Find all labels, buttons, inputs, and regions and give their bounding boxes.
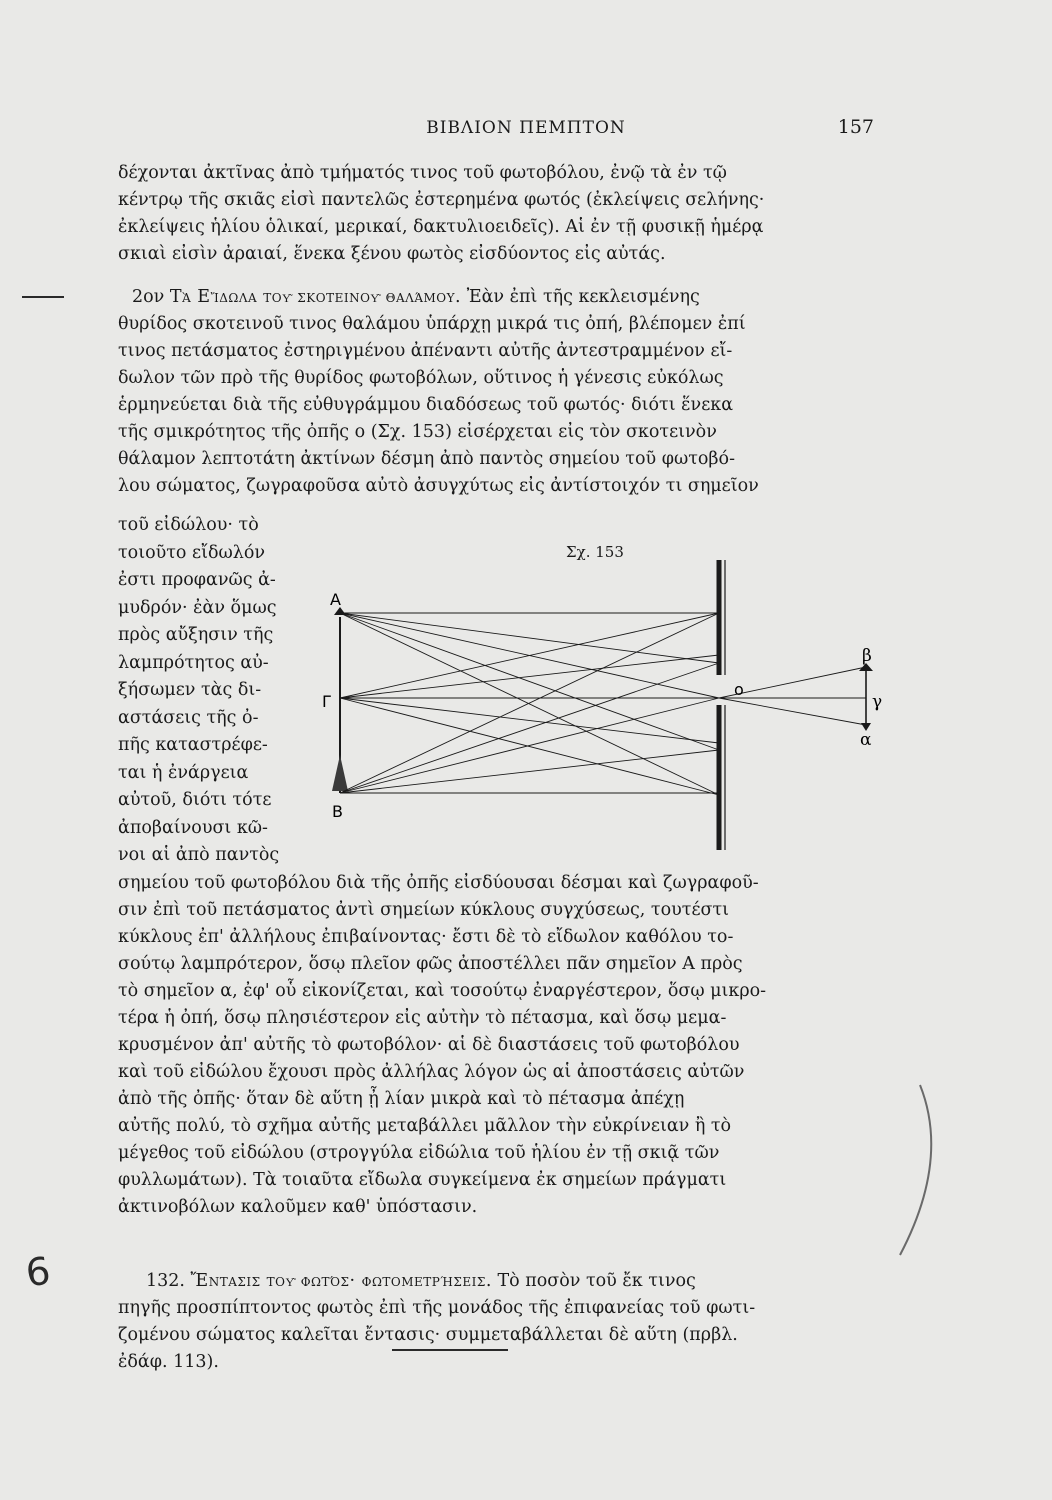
- text-line: ται ἡ ἐνάργεια: [118, 762, 249, 783]
- text-line: σούτῳ λαμπρότερον, ὅσῳ πλεῖον φῶς ἀποστέλλει πᾶν σημεῖον Α πρὸς: [118, 954, 743, 974]
- intro-paragraph: [118, 160, 878, 268]
- section-2-continuation: [118, 870, 878, 1221]
- label-B: Β: [332, 802, 343, 821]
- ray: [340, 663, 719, 793]
- text-line: δωλον τῶν πρὸ τῆς θυρίδος φωτοβόλων, οὕτινος ἡ γένεσις εὐκόλως: [118, 368, 724, 388]
- text-line: μέγεθος τοῦ εἰδώλου (στρογγύλα εἰδώλια τοῦ ἡλίου ἐν τῇ σκιᾷ τῶν: [118, 1143, 720, 1163]
- text-line: τοιοῦτο εἴδωλόν: [118, 542, 266, 563]
- section-132-paragraph: [118, 1268, 878, 1376]
- handwritten-margin-mark: 6: [23, 1248, 54, 1296]
- section-2-number: 2ον: [132, 287, 165, 307]
- text-line: τὸ σημεῖον α, ἐφ' οὗ εἰκονίζεται, καὶ τοσούτῳ ἐναργέστερον, ὅσῳ μικρο-: [118, 981, 767, 1001]
- text-line: αὐτῆς πολύ, τὸ σχῆμα αὐτῆς μεταβάλλει μᾶλλον τὴν εὐκρίνειαν ἢ τὸ: [118, 1116, 732, 1136]
- image-ray: [719, 698, 866, 725]
- text-line: πρὸς αὔξησιν τῆς: [118, 625, 274, 645]
- label-g: γ: [872, 692, 883, 712]
- section-132-first-line-rest: Τὸ ποσὸν τοῦ ἔκ τινος: [497, 1271, 696, 1291]
- section-2-paragraph: [118, 284, 878, 500]
- text-line: τέρα ἡ ὀπή, ὅσῳ πλησιέστερον εἰς αὐτὴν τὸ πέτασμα, καὶ ὅσῳ μεμα-: [118, 1008, 727, 1028]
- text-line: πῆς καταστρέφε-: [118, 735, 268, 755]
- section-2-heading: Τὰ Εἴδωλα τοῦ σκοτεινοῦ θαλάμου.: [169, 287, 462, 307]
- text-line: τοῦ εἰδώλου· τὸ: [118, 515, 259, 535]
- text-line: πηγῆς προσπίπτοντος φωτὸς ἐπὶ τῆς μονάδος τῆς ἐπιφανείας τοῦ φωτι-: [118, 1298, 756, 1318]
- section-2-first-line: [118, 284, 878, 311]
- figure-wrap-column: [118, 512, 318, 870]
- label-A: Α: [330, 590, 341, 609]
- text-line: τινος πετάσματος ἐστηριγμένου ἀπέναντι αὐτῆς ἀντεστραμμένον εἴ-: [118, 341, 733, 361]
- label-b: β: [862, 646, 872, 666]
- text-line: ἑρμηνεύεται διὰ τῆς εὐθυγράμμου διαδόσεως τοῦ φωτός· διότι ἕνεκα: [118, 395, 734, 415]
- text-line: ἀκτινοβόλων καλοῦμεν καθ' ὑπόστασιν.: [118, 1197, 478, 1217]
- section-132-number: 132.: [146, 1271, 185, 1291]
- label-a: α: [860, 730, 872, 750]
- text-line: καὶ τοῦ εἰδώλου ἔχουσι πρὸς ἀλλήλας λόγον ὡς αἱ ἀποστάσεις αὐτῶν: [118, 1062, 745, 1082]
- page-number: 157: [837, 116, 874, 138]
- pencil-arc: [900, 1085, 931, 1255]
- camera-obscura-diagram: [318, 555, 888, 855]
- handwritten-underline: [392, 1349, 508, 1351]
- text-line: ἀπὸ τῆς ὀπῆς· ὅταν δὲ αὕτη ᾖ λίαν μικρὰ καὶ τὸ πέτασμα ἀπέχῃ: [118, 1089, 685, 1109]
- text-line: ἐδάφ. 113).: [118, 1352, 219, 1372]
- section-132-first-line: [118, 1268, 878, 1295]
- text-line: σκιαὶ εἰσὶν ἀραιαί, ἕνεκα ξένου φωτὸς εἰσδύοντος εἰς αὐτάς.: [118, 244, 666, 264]
- ray: [340, 655, 719, 698]
- text-line: αστάσεις τῆς ὀ-: [118, 707, 259, 728]
- object-flame: [332, 755, 348, 791]
- margin-dash-mark: [22, 296, 64, 298]
- text-line: σιν ἐπὶ τοῦ πετάσματος ἀντὶ σημείων κύκλους συγχύσεως, τουτέστι: [118, 900, 730, 920]
- ray: [340, 750, 719, 793]
- text-line: ξήσωμεν τὰς δι-: [118, 680, 262, 700]
- text-line: ἀποβαίνουσι κῶ-: [118, 817, 268, 838]
- text-line: λαμπρότητος αὐ-: [118, 652, 269, 673]
- text-line: κρυσμένον ἀπ' αὐτῆς τὸ φωτοβόλον· αἱ δὲ διαστάσεις τοῦ φωτοβόλου: [118, 1035, 740, 1055]
- text-line: θάλαμον λεπτοτάτη ἀκτίνων δέσμη ἀπὸ παντὸς σημείου τοῦ φωτοβό-: [118, 449, 736, 469]
- light-rays: [340, 613, 866, 795]
- running-header: ΒΙΒΛΙΟΝ ΠΕΜΠΤΟΝ: [426, 118, 626, 138]
- text-line: κέντρῳ τῆς σκιᾶς εἰσὶ παντελῶς ἐστερημένα φωτός (ἐκλείψεις σελήνης·: [118, 190, 765, 210]
- text-line: ἐστι προφανῶς ἀ-: [118, 570, 276, 590]
- ray: [340, 613, 719, 750]
- text-line: λου σώματος, ζωγραφοῦσα αὐτὸ ἀσυγχύτως εἰς ἀντίστοιχόν τι σημεῖον: [118, 476, 759, 496]
- section-2-first-line-rest: Ἐὰν ἐπὶ τῆς κεκλεισμένης: [466, 287, 700, 307]
- label-o: ο: [734, 680, 744, 699]
- figure-caption: Σχ. 153: [566, 543, 624, 561]
- section-132-heading: Ἔντασις τοῦ φωτός· φωτομετρήσεις.: [190, 1271, 492, 1291]
- text-line: νοι αἱ ἀπὸ παντὸς: [118, 845, 280, 865]
- text-line: δέχονται ἀκτῖνας ἀπὸ τμήματός τινος τοῦ φωτοβόλου, ἐνῷ τὰ ἐν τῷ: [118, 163, 727, 183]
- label-G: Γ: [322, 692, 331, 711]
- text-line: τῆς σμικρότητος τῆς ὀπῆς ο (Σχ. 153) εἰσέρχεται εἰς τὸν σκοτεινὸν: [118, 422, 717, 442]
- text-line: αὐτοῦ, διότι τότε: [118, 790, 272, 810]
- text-line: φυλλωμάτων). Τὰ τοιαῦτα εἴδωλα συγκείμενα ἐκ σημείων πράγματι: [118, 1170, 727, 1190]
- text-line: ἐκλείψεις ἡλίου ὁλικαί, μερικαί, δακτυλιοειδεῖς). Αἱ ἐν τῇ φυσικῇ ἡμέρᾳ: [118, 217, 764, 237]
- text-line: θυρίδος σκοτεινοῦ τινος θαλάμου ὑπάρχῃ μικρά τις ὀπή, βλέπομεν ἐπί: [118, 314, 746, 334]
- text-line: σημείου τοῦ φωτοβόλου διὰ τῆς ὀπῆς εἰσδύουσαι δέσμαι καὶ ζωγραφοῦ-: [118, 873, 759, 893]
- ray: [340, 698, 719, 743]
- text-line: κύκλους ἐπ' ἀλλήλους ἐπιβαίνοντας· ἔστι δὲ τὸ εἴδωλον καθόλου το-: [118, 927, 734, 947]
- text-line: μυδρόν· ἐὰν ὅμως: [118, 597, 277, 618]
- pencil-arc-mark: [880, 1080, 960, 1260]
- text-line: ζομένου σώματος καλεῖται ἔντασις· συμμεταβάλλεται δὲ αὕτη (πρβλ.: [118, 1325, 738, 1345]
